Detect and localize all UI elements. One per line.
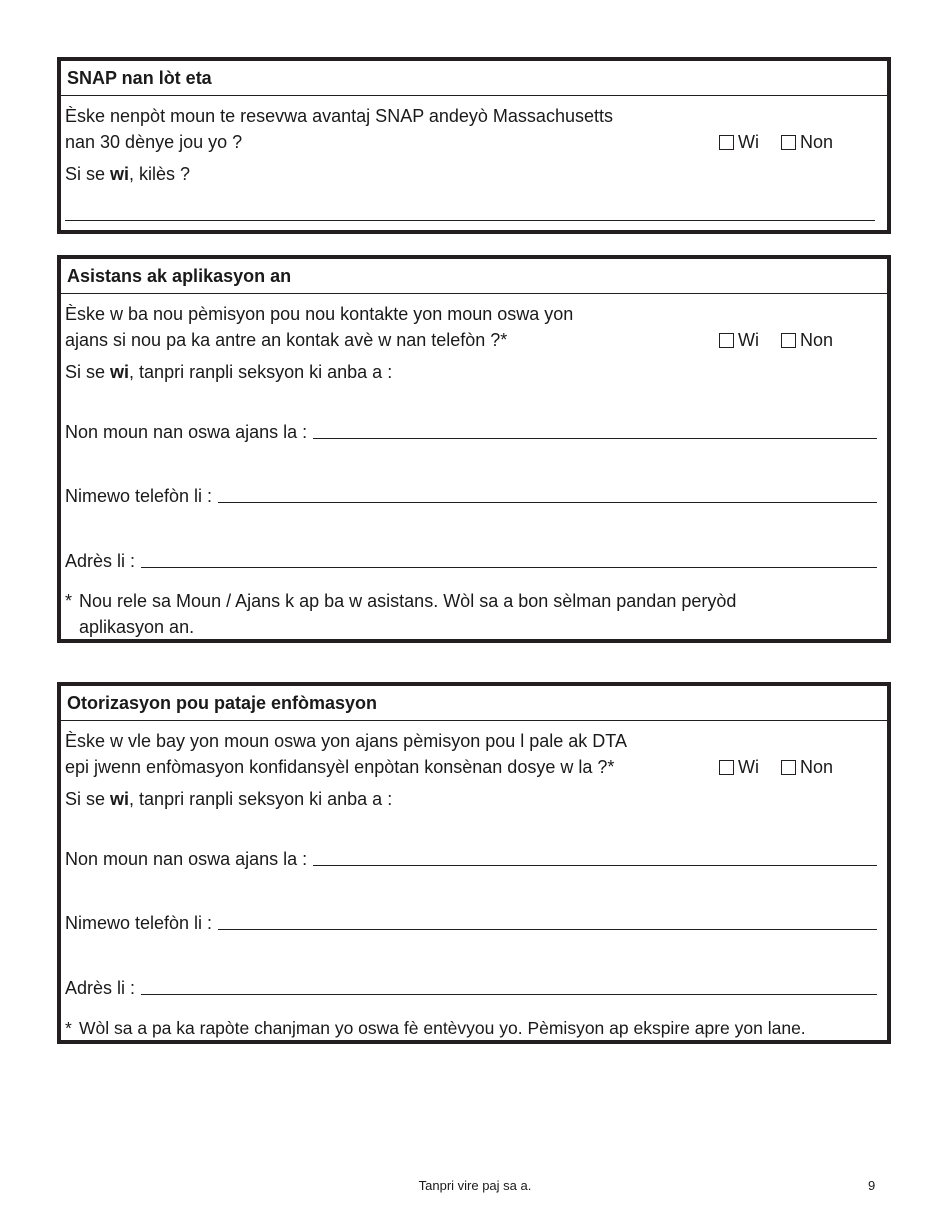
yes-option[interactable]: Wi — [719, 330, 759, 351]
phone-input-line[interactable] — [218, 502, 877, 503]
section-title: Otorizasyon pou pataje enfòmasyon — [61, 686, 887, 721]
name-input-line[interactable] — [313, 865, 877, 866]
section-info-sharing — [57, 682, 891, 1044]
question-line-1: Èske nenpòt moun te resevwa avantaj SNAP andeyò Massachusetts — [65, 106, 613, 126]
name-input-line[interactable] — [313, 438, 877, 439]
yes-checkbox[interactable] — [719, 135, 734, 150]
yes-checkbox[interactable] — [719, 333, 734, 348]
yes-no-group — [719, 132, 855, 153]
followup-text: Si se wi, tanpri ranpli seksyon ki anba a : — [65, 789, 393, 809]
no-checkbox[interactable] — [781, 760, 796, 775]
followup-text: Si se wi, kilès ? — [65, 164, 191, 184]
no-option[interactable]: Non — [781, 330, 833, 351]
no-checkbox[interactable] — [781, 135, 796, 150]
address-field[interactable] — [65, 551, 877, 572]
phone-field[interactable] — [65, 913, 877, 934]
yes-option[interactable]: Wi — [719, 757, 759, 778]
phone-field[interactable] — [65, 486, 877, 507]
footnote: * Wòl sa a pa ka rapòte chanjman yo oswa fè entèvyou yo. Pèmisyon ap ekspire apre yon lane. — [65, 1018, 806, 1038]
question-line-2: epi jwenn enfòmasyon konfidansyèl enpòtan konsènan dosye w la ?* — [65, 757, 615, 777]
question-line-1: Èske w vle bay yon moun oswa yon ajans pèmisyon pou l pale ak DTA — [65, 731, 627, 751]
no-option[interactable]: Non — [781, 757, 833, 778]
yes-option[interactable]: Wi — [719, 132, 759, 153]
phone-label: Nimewo telefòn li : — [65, 913, 213, 933]
section-title: Asistans ak aplikasyon an — [61, 259, 887, 294]
address-input-line[interactable] — [141, 567, 877, 568]
address-field[interactable] — [65, 978, 877, 999]
question-line-1: Èske w ba nou pèmisyon pou nou kontakte yon moun oswa yon — [65, 304, 574, 324]
phone-input-line[interactable] — [218, 929, 877, 930]
phone-label: Nimewo telefòn li : — [65, 486, 213, 506]
name-field[interactable] — [65, 422, 877, 443]
yes-no-group — [719, 330, 855, 351]
name-label: Non moun nan oswa ajans la : — [65, 422, 308, 442]
followup-text: Si se wi, tanpri ranpli seksyon ki anba a : — [65, 362, 393, 382]
no-option[interactable]: Non — [781, 132, 833, 153]
address-label: Adrès li : — [65, 978, 136, 998]
question-line-2: nan 30 dènye jou yo ? — [65, 132, 243, 152]
no-checkbox[interactable] — [781, 333, 796, 348]
which-state-line[interactable] — [65, 220, 875, 221]
section-title: SNAP nan lòt eta — [61, 61, 887, 96]
section-snap-other-states — [57, 57, 891, 234]
question-line-2: ajans si nou pa ka antre an kontak avè w nan telefòn ?* — [65, 330, 508, 350]
turn-page-instruction: Tanpri vire paj sa a. — [418, 1178, 532, 1193]
name-field[interactable] — [65, 849, 877, 870]
address-label: Adrès li : — [65, 551, 136, 571]
page-number: 9 — [868, 1178, 876, 1193]
footnote: * Nou rele sa Moun / Ajans k ap ba w asistans. Wòl sa a bon sèlman pandan peryòd aplikasyon an. — [65, 591, 737, 637]
yes-no-group — [719, 757, 855, 778]
name-label: Non moun nan oswa ajans la : — [65, 849, 308, 869]
section-assistance — [57, 255, 891, 643]
yes-checkbox[interactable] — [719, 760, 734, 775]
address-input-line[interactable] — [141, 994, 877, 995]
